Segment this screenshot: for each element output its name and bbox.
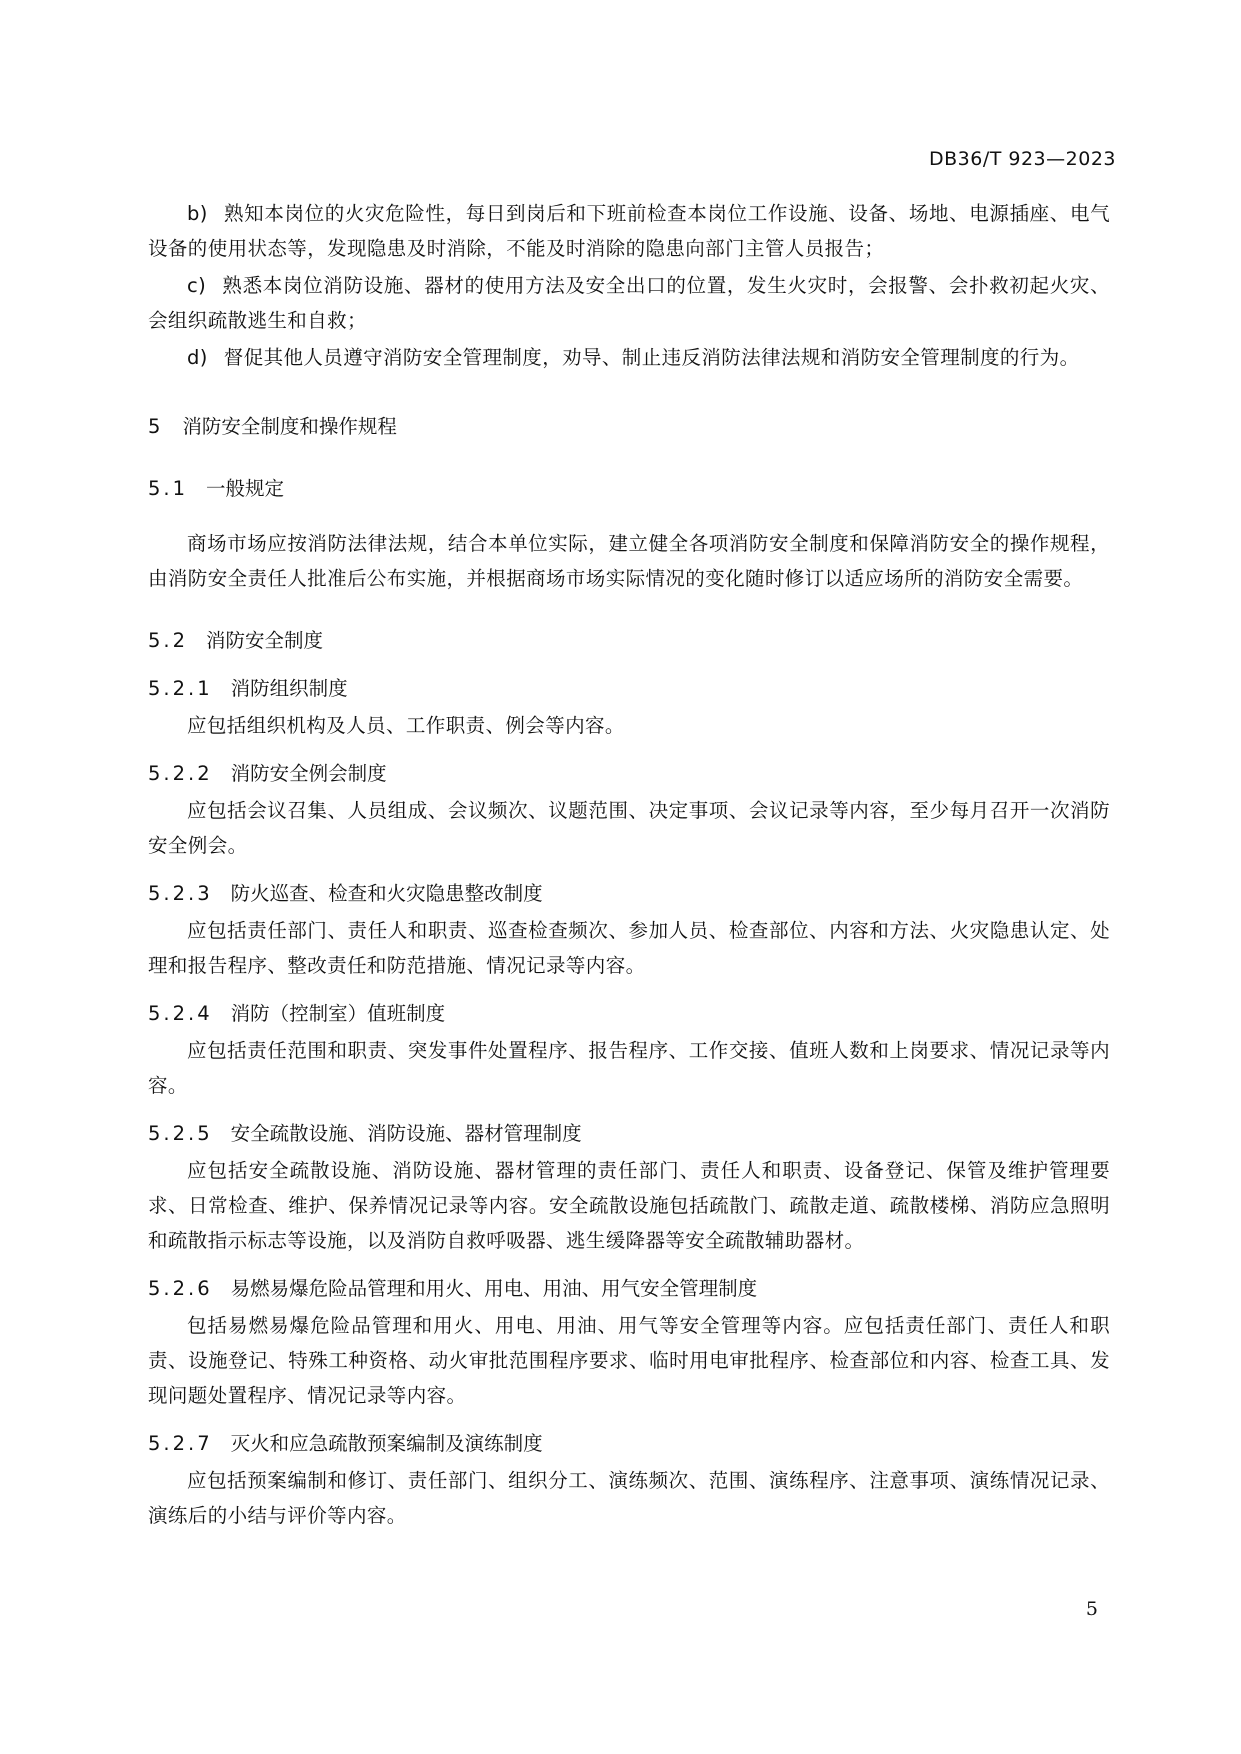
document-code: DB36/T 923—2023 xyxy=(928,148,1116,170)
subsection-paragraph: 应包括预案编制和修订、责任部门、组织分工、演练频次、范围、演练程序、注意事项、演练情况记录、演练后的小结与评价等内容。 xyxy=(148,1469,1110,1527)
subsection-paragraph: 应包括会议召集、人员组成、会议频次、议题范围、决定事项、会议记录等内容，至少每月召开一次消防安全例会。 xyxy=(148,799,1110,857)
list-item-c xyxy=(148,268,1110,338)
subsection-paragraph: 应包括安全疏散设施、消防设施、器材管理的责任部门、责任人和职责、设备登记、保管及维护管理要求、日常检查、维护、保养情况记录等内容。安全疏散设施包括疏散门、疏散走道、疏散楼梯、消防应急照明和疏散指示标志等设施，以及消防自救呼吸器、逃生缓降器等安全疏散辅助器材。 xyxy=(148,1159,1110,1252)
subsection-title: 防火巡查、检查和火灾隐患整改制度 xyxy=(230,882,543,905)
list-marker: d) xyxy=(187,346,208,369)
list-item-d xyxy=(148,340,1110,375)
subsection-paragraph: 应包括责任范围和职责、突发事件处置程序、报告程序、工作交接、值班人数和上岗要求、情况记录等内容。 xyxy=(148,1039,1110,1097)
subsection-number: 5.2.2 xyxy=(148,762,213,785)
section-heading-5-2 xyxy=(148,623,1110,658)
subsection-number: 5.2.6 xyxy=(148,1277,213,1300)
subsection-title: 消防（控制室）值班制度 xyxy=(230,1002,446,1025)
subsection-title: 易燃易爆危险品管理和用火、用电、用油、用气安全管理制度 xyxy=(230,1277,758,1300)
subsection-paragraph: 包括易燃易爆危险品管理和用火、用电、用油、用气等安全管理等内容。应包括责任部门、责任人和职责、设施登记、特殊工种资格、动火审批范围程序要求、临时用电审批程序、检查部位和内容、检查工具、发现问题处置程序、情况记录等内容。 xyxy=(148,1314,1110,1407)
section-number: 5.2 xyxy=(148,629,189,652)
subsection-paragraph: 应包括组织机构及人员、工作职责、例会等内容。 xyxy=(187,714,625,737)
list-marker: b) xyxy=(187,202,208,225)
subsection-heading-5-2-5 xyxy=(148,1116,1110,1151)
list-item-text: 熟悉本岗位消防设施、器材的使用方法及安全出口的位置，发生火灾时，会报警、会扑救初起火灾、会组织疏散逃生和自救； xyxy=(148,274,1110,332)
list-item-text: 督促其他人员遵守消防安全管理制度，劝导、制止违反消防法律法规和消防安全管理制度的行为。 xyxy=(223,346,1080,369)
section-paragraph: 商场市场应按消防法律法规，结合本单位实际，建立健全各项消防安全制度和保障消防安全的操作规程，由消防安全责任人批准后公布实施，并根据商场市场实际情况的变化随时修订以适应场所的消防安全需要。 xyxy=(148,532,1110,590)
section-title: 一般规定 xyxy=(206,477,285,500)
section-number: 5 xyxy=(148,415,161,438)
subsection-title: 灭火和应急疏散预案编制及演练制度 xyxy=(230,1432,543,1455)
subsection-paragraph: 应包括责任部门、责任人和职责、巡查检查频次、参加人员、检查部位、内容和方法、火灾隐患认定、处理和报告程序、整改责任和防范措施、情况记录等内容。 xyxy=(148,919,1110,977)
subsection-number: 5.2.3 xyxy=(148,882,213,905)
list-item-b xyxy=(148,196,1110,266)
subsection-heading-5-2-6 xyxy=(148,1271,1110,1306)
page-number: 5 xyxy=(1085,1598,1098,1620)
section-title: 消防安全制度 xyxy=(206,629,324,652)
section-title: 消防安全制度和操作规程 xyxy=(182,415,397,438)
subsection-heading-5-2-3 xyxy=(148,876,1110,911)
page-content xyxy=(148,196,1110,1533)
section-heading-5-1 xyxy=(148,471,1110,506)
list-marker: c) xyxy=(187,274,207,297)
subsection-number: 5.2.1 xyxy=(148,677,213,700)
subsection-number: 5.2.5 xyxy=(148,1122,213,1145)
section-number: 5.1 xyxy=(148,477,189,500)
subsection-title: 消防组织制度 xyxy=(230,677,348,700)
subsection-title: 安全疏散设施、消防设施、器材管理制度 xyxy=(230,1122,582,1145)
subsection-title: 消防安全例会制度 xyxy=(230,762,387,785)
list-item-text: 熟知本岗位的火灾危险性，每日到岗后和下班前检查本岗位工作设施、设备、场地、电源插座、电气设备的使用状态等，发现隐患及时消除，不能及时消除的隐患向部门主管人员报告； xyxy=(148,202,1110,260)
subsection-heading-5-2-2 xyxy=(148,756,1110,791)
subsection-heading-5-2-7 xyxy=(148,1426,1110,1461)
subsection-number: 5.2.4 xyxy=(148,1002,213,1025)
subsection-heading-5-2-4 xyxy=(148,996,1110,1031)
subsection-number: 5.2.7 xyxy=(148,1432,213,1455)
section-heading-5 xyxy=(148,409,1110,444)
subsection-heading-5-2-1 xyxy=(148,671,1110,706)
